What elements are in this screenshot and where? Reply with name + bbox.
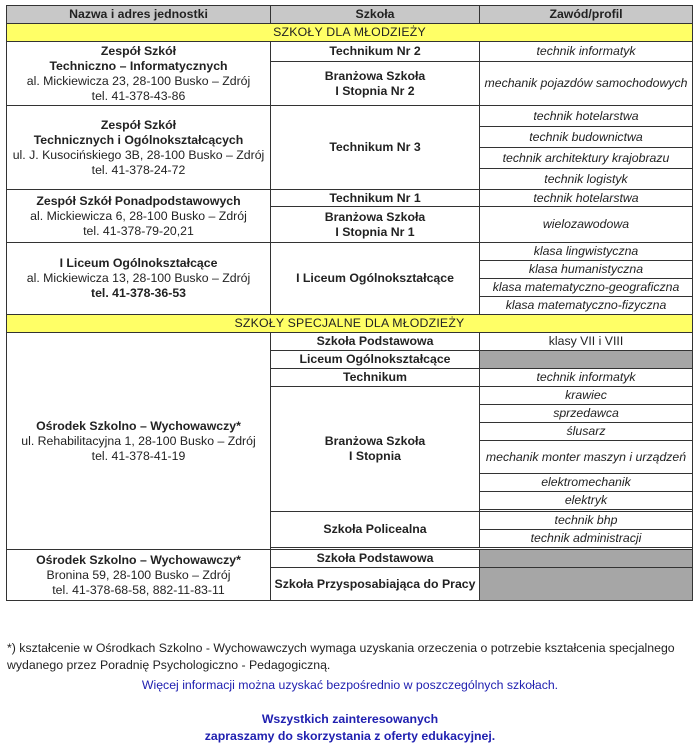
- unit-cell: [7, 106, 271, 190]
- profile-cell: technik administracji: [480, 530, 693, 548]
- profile-cell: technik informatyk: [480, 42, 693, 62]
- profile-cell: wielozawodowa: [480, 207, 693, 243]
- unit-address: al. Mickiewicza 13, 28-100 Busko – Zdrój: [26, 271, 251, 285]
- profile-cell-empty: [480, 550, 693, 568]
- school-cell: [271, 207, 480, 243]
- footnote: *) kształcenie w Ośrodkach Szkolno - Wychowawczych wymaga uzyskania orzeczenia o potrzebie kształcenia specjalnego wydanego przez Poradnię Psychologiczno - Pedagogiczną.: [7, 641, 675, 672]
- profile-cell: elektryk: [480, 492, 693, 510]
- profile-cell: technik hotelarstwa: [480, 190, 693, 207]
- school-line: I Stopnia Nr 1: [335, 224, 415, 239]
- profile-cell: technik logistyk: [480, 169, 693, 190]
- profile-cell: klasa lingwistyczna: [480, 243, 693, 261]
- unit-phone: tel. 41-378-79-20,21: [83, 223, 194, 238]
- school-cell: Technikum Nr 2: [271, 42, 480, 62]
- profile-cell: elektromechanik: [480, 474, 693, 492]
- school-cell: Szkoła Podstawowa: [271, 550, 480, 568]
- unit-phone: tel. 41-378-36-53: [90, 286, 187, 300]
- profile-cell: krawiec: [480, 387, 693, 405]
- school-line: I Stopnia: [349, 449, 401, 463]
- section-title: SZKOŁY DLA MŁODZIEŻY: [7, 24, 693, 42]
- unit-name: Techniczno – Informatycznych: [49, 58, 228, 73]
- table-header-row: [7, 6, 693, 24]
- unit-phone: tel. 41-378-41-19: [91, 448, 186, 463]
- table-row: [7, 243, 693, 261]
- header-school: Szkoła: [271, 6, 480, 24]
- invitation-line: zapraszamy do skorzystania z oferty edukacyjnej.: [204, 729, 496, 743]
- header-unit: Nazwa i adres jednostki: [7, 6, 271, 24]
- profile-cell: technik budownictwa: [480, 127, 693, 148]
- profile-cell: technik informatyk: [480, 369, 693, 387]
- unit-name: Ośrodek Szkolno – Wychowawczy*: [36, 418, 241, 433]
- profile-cell: klasa humanistyczna: [480, 261, 693, 279]
- profile-cell: technik hotelarstwa: [480, 106, 693, 127]
- unit-phone: tel. 41-378-68-58, 882-11-83-11: [52, 582, 225, 597]
- school-cell: [271, 62, 480, 106]
- section-row: [7, 24, 693, 42]
- profile-cell: mechanik pojazdów samochodowych: [480, 62, 693, 106]
- school-cell: Szkoła Policealna: [271, 512, 480, 548]
- table-row: [7, 190, 693, 207]
- unit-cell: [7, 333, 271, 550]
- profile-cell: technik bhp: [480, 512, 693, 530]
- unit-name: Zespół Szkół Ponadpodstawowych: [36, 193, 241, 208]
- unit-phone: tel. 41-378-24-72: [91, 162, 186, 177]
- invitation-line: Wszystkich zainteresowanych: [261, 712, 439, 726]
- school-cell: [271, 387, 480, 512]
- school-cell: Technikum Nr 3: [271, 106, 480, 190]
- profile-cell: klasa matematyczno-geograficzna: [480, 279, 693, 297]
- school-cell: Szkoła Przysposabiająca do Pracy: [271, 568, 480, 601]
- unit-address: ul. J. Kusocińskiego 3B, 28-100 Busko – Zdrój: [12, 147, 265, 162]
- unit-address: al. Mickiewicza 6, 28-100 Busko – Zdrój: [30, 208, 247, 223]
- profile-cell: klasa matematyczno-fizyczna: [480, 297, 693, 315]
- table-row: [7, 333, 693, 351]
- unit-phone: tel. 41-378-43-86: [91, 88, 186, 103]
- unit-address: al. Mickiewicza 23, 28-100 Busko – Zdrój: [26, 73, 251, 88]
- profile-cell: technik architektury krajobrazu: [480, 148, 693, 169]
- unit-name: I Liceum Ogólnokształcące: [59, 256, 218, 270]
- schools-table: [6, 5, 693, 601]
- profile-cell-empty: [480, 351, 693, 369]
- profile-cell: klasy VII i VIII: [480, 333, 693, 351]
- school-line: Branżowa Szkoła: [324, 209, 426, 224]
- unit-name: Technicznych i Ogólnokształcących: [33, 132, 244, 147]
- section-title: SZKOŁY SPECJALNE DLA MŁODZIEŻY: [7, 315, 693, 333]
- unit-cell: [7, 550, 271, 601]
- profile-cell: mechanik monter maszyn i urządzeń: [480, 441, 693, 474]
- unit-name: Ośrodek Szkolno – Wychowawczy*: [36, 552, 241, 567]
- unit-cell: [7, 243, 271, 315]
- unit-name: Zespół Szkół: [100, 117, 177, 132]
- school-cell: Liceum Ogólnokształcące: [271, 351, 480, 369]
- section-row: [7, 315, 693, 333]
- school-line: I Stopnia Nr 2: [335, 83, 415, 98]
- header-profile: Zawód/profil: [480, 6, 693, 24]
- profile-cell-empty: [480, 568, 693, 601]
- table-row: [7, 550, 693, 568]
- school-cell: Technikum: [271, 369, 480, 387]
- unit-cell: [7, 42, 271, 106]
- school-line: Branżowa Szkoła: [324, 68, 426, 83]
- invitation: [0, 711, 700, 745]
- profile-cell: ślusarz: [480, 423, 693, 441]
- school-cell: Technikum Nr 1: [271, 190, 480, 207]
- profile-cell: sprzedawca: [480, 405, 693, 423]
- table-row: [7, 42, 693, 62]
- school-cell: Szkoła Podstawowa: [271, 333, 480, 351]
- table-row: [7, 106, 693, 127]
- info-text: Więcej informacji można uzyskać bezpośrednio w poszczególnych szkołach.: [141, 678, 559, 692]
- unit-cell: [7, 190, 271, 243]
- unit-address: ul. Rehabilitacyjna 1, 28-100 Busko – Zdrój: [21, 433, 256, 448]
- unit-address: Bronina 59, 28-100 Busko – Zdrój: [46, 567, 231, 582]
- school-cell: I Liceum Ogólnokształcące: [271, 243, 480, 315]
- school-line: Branżowa Szkoła: [324, 434, 426, 448]
- unit-name: Zespół Szkół: [100, 43, 177, 58]
